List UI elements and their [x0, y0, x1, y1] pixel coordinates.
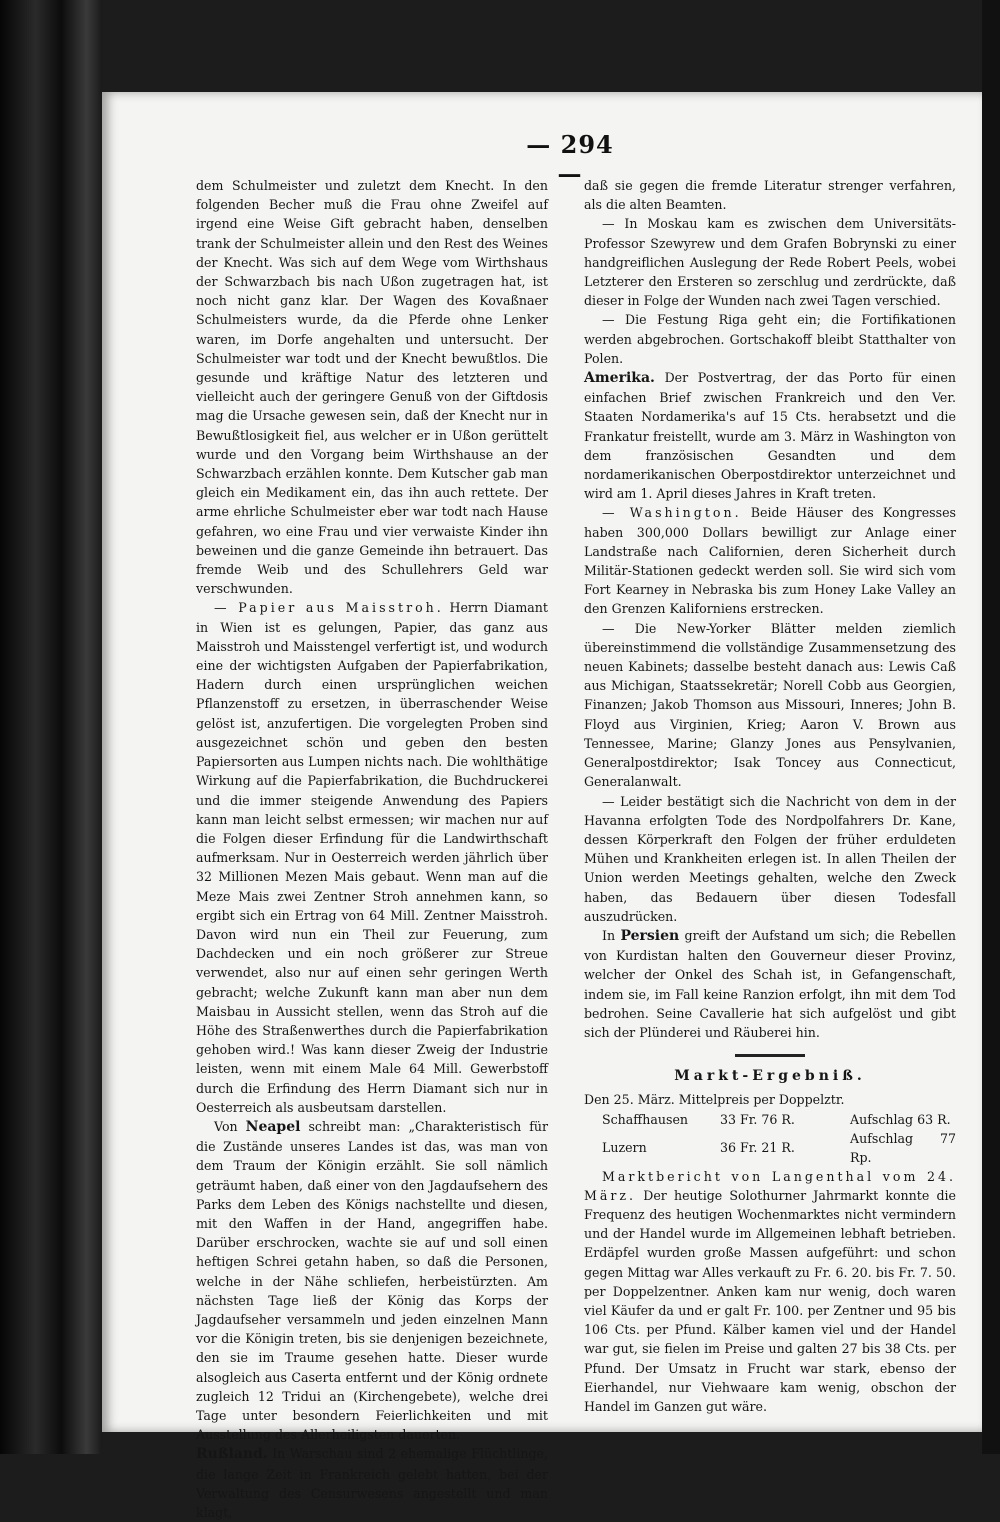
article-body: greift der Aufstand um sich; die Rebellen von Kurdistan halten den Gouverneur dieser Provinz, welcher der Onkel des Schah ist, in Gefangenschaft, indem sie, im Fall keine Ranzion erfolgt, ihn mit dem Tod bedrohen. Seine Cavallerie hat sich aufgelöst und gibt sich der Plünderei und Räuberei hin.	[584, 927, 956, 1040]
article-cabinet: — Die New-Yorker Blätter melden ziemlich übereinstimmend die vollständige Zusammensetzung des neuen Kabinets; dasselbe besteht danach aus: Lewis Caß aus Michigan, Staatssekretär; Norell Cobb aus Georgien, Finanzen; Jakob Thomson aus Missouri, Inneres; John B. Floyd aus Virginien, Krieg; Aaron V. Brown aus Tennessee, Marine; Glanzy Jones aus Pensylvanien, Generalpostdirektor; Isak Toncey aus Connecticut, Generalanwalt.	[584, 620, 956, 790]
article-washington	[584, 503, 956, 618]
article-body: Beide Häuser des Kongresses haben 300,000 Dollars bewilligt zur Anlage einer Landstraße nach Californien, deren Sicherheit durch Militär-Stationen gedeckt werden soll. Sie wird sich vom Fort Kearney in Nebraska bis zum Honey Lake Valley an den Grenzen Kaliforniens erstrecken.	[584, 505, 956, 617]
article-body: In Warschau sind 2 ehemalige Flüchtlinge, die lange Zeit in Frankreich gelebt hatten, bei der Verwaltung des Censurwesens angestellt und man klagt,	[196, 1446, 548, 1521]
market-report-title: Marktbericht von Langenthal vom 24. März.	[584, 1168, 956, 1203]
table-row	[584, 1110, 956, 1129]
market-place: Luzern	[602, 1140, 647, 1156]
article-persia	[584, 926, 956, 1042]
article-russia	[196, 1444, 548, 1522]
lead-word: In	[602, 927, 616, 943]
market-price: 36 Fr. 21 R.	[720, 1140, 795, 1156]
market-title: Markt-Ergebniß.	[674, 1068, 866, 1085]
article-kane: — Leider bestätigt sich die Nachricht von dem in der Havanna erfolgten Tode des Nordpolfahrers Dr. Kane, dessen Körperkraft den Folgen der früher erduldeten Mühen und Krankheiten erlegen ist. In allen Theilen der Union werden Meetings gehalten, welche den Zweck haben, das Bedauern über diesen Todesfall auszudrücken.	[584, 793, 956, 924]
market-report	[584, 1167, 956, 1417]
article-title: — Papier aus Maisstroh.	[214, 600, 444, 616]
table-row	[584, 1129, 956, 1167]
article-moscow: — In Moskau kam es zwischen dem Universitäts-Professor Szewyrew und dem Grafen Bobrynski zu einer handgreiflichen Auslegung der Rede Robert Peels, wobei Letzterer den Ersteren so zerschlug und zerdrückte, daß dieser in Folge der Wunden nach zwei Tagen verschied.	[584, 216, 956, 309]
article-body: Der Postvertrag, der das Porto für einen einfachen Brief zwischen Frankreich und den Ver. Staaten Nordamerika's auf 15 Cts. herabsetzt und die Frankatur freistellt, wurde am 3. März in Washington von dem französischen Gesandten und dem nordamerikanischen Oberpostdirektor unterzeichnet und wird am 1. April dieses Jahres in Kraft treten.	[584, 370, 956, 502]
article-naples	[196, 1117, 548, 1444]
scan-edge	[982, 0, 1000, 1454]
market-change: Aufschlag 63 R.	[850, 1111, 951, 1127]
article-body: schreibt man: „Charakteristisch für die Zustände unseres Landes ist das, was man von dem Traum der Königin erzählt. Sie soll nämlich geträumt haben, daß einer von den Jagdaufsehern des Parks dem Leben des Königs nachstellte und diesen, mit den Waffen in der Hand, angegriffen habe. Darüber erschrocken, wachte sie auf und soll einen heftigen Schrei getahn haben, so daß die Personen, welche in der Nähe schliefen, herbeistürzten. Am nächsten Tage ließ der König das Korps der Jagdaufseher versammeln und jeden einzelnen Mann vor die Königin treten, bis sie denjenigen bezeichnete, den sie im Traume gesehen hatte. Dieser wurde alsogleich aus Caserta entfernt und der König ordnete zugleich 12 Tridui an (Kirchengebete), welche drei Tage unter besondern Feierlichkeiten und mit Ausstellung des Allerheiligsten dauerten.	[196, 1118, 548, 1443]
market-report-body: Der heutige Solothurner Jahrmarkt konnte die Frequenz des heutigen Wochenmarktes nicht vermindern und der Handel wurde im Allgemeinen lebhaft betrieben. Erdäpfel wurden große Massen aufgeführt: und schon gegen Mittag war Alles verkauft zu Fr. 6. 20. bis Fr. 7. 50. per Doppelzentner. Anken kam nur wenig, doch waren viel Käufer da und er galt Fr. 100. per Zentner und 95 bis 106 Cts. per Pfund. Kälber kamen viel und der Handel war gut, sie fielen im Preise und galten 27 bis 38 Cts. per Pfund. Der Umsatz in Frucht war stark, ebenso der Eierhandel, nur Viehwaare kam wenig, obschon der Handel im Ganzen gut wäre.	[584, 1187, 956, 1414]
article-america	[584, 368, 956, 503]
article-continuation: daß sie gegen die fremde Literatur strenger verfahren, als die alten Beamten.	[584, 178, 956, 213]
section-heading-america: Amerika.	[584, 370, 655, 387]
page-number: — 294 —	[526, 130, 614, 188]
section-heading-russia: Rußland.	[196, 1446, 268, 1463]
market-price-table	[584, 1110, 956, 1167]
article-paper-from-corn-straw	[196, 598, 548, 1116]
article-body: Herrn Diamant in Wien ist es gelungen, Papier, das ganz aus Maisstroh und Maisstengel verfertigt ist, und wodurch eine der wichtigsten Aufgaben der Papierfabrikation, Hadern durch einen ursprünglichen weichen Pflanzenstoff zu ersetzen, in überraschender Weise gelöst ist, anzufertigen. Die vorgelegten Proben sind ausgezeichnet schön und geben den besten Papiersorten aus Lumpen nichts nach. Die wohlthätige Wirkung auf die Papierfabrikation, die Buchdruckerei und die immer steigende Anwendung des Papiers kann man leicht selbst ermessen; wir machen nur auf die Folgen dieser Erfindung für die Landwirthschaft aufmerksam. Nur in Oesterreich werden jährlich über 32 Millionen Mezen Mais gebaut. Wenn man auf die Meze Mais zwei Zentner Stroh annehmen kann, so ergibt sich ein Ertrag von 64 Mill. Zentner Maisstroh. Davon wird nun ein Theil zur Feuerung, zum Dachdecken und ein noch größerer zur Streue verwendet, also nur auf einen sehr geringen Werth gebracht; welche Zukunft kann man aber nun dem Maisbau in Aussicht stellen, wenn das Stroh auf die Höhe des Straßenwerthes durch die Papierfabrikation gehoben wird.! Was kann dieser Zweig der Industrie leisten, wenn mit einem Male 64 Mill. Gewerbstoff durch die Erfindung des Herrn Diamant sich nur in Oesterreich als ausbeutsam darstellen.	[196, 600, 548, 1115]
market-change: Aufschlag 77 Rp.	[850, 1130, 956, 1165]
article-title: — Washington.	[602, 505, 742, 521]
market-place: Schaffhausen	[602, 1111, 689, 1127]
section-divider	[735, 1054, 805, 1057]
section-heading-persia: Persien	[620, 927, 680, 944]
market-date: Den 25. März. Mittelpreis per Doppelztr.	[584, 1092, 845, 1108]
section-heading-naples: Neapel	[245, 1118, 301, 1135]
article-riga: — Die Festung Riga geht ein; die Fortifikationen werden abgebrochen. Gortschakoff bleibt Statthalter von Polen.	[584, 312, 956, 366]
lead-word: Von	[214, 1118, 238, 1134]
article-continuation: dem Schulmeister und zuletzt dem Knecht. In den folgenden Becher muß die Frau ohne Zweifel auf irgend eine Weise Gift gebracht haben, denselben trank der Schulmeister allein und den Rest des Weines der Knecht. Was sich auf dem Wege vom Wirthshaus der Schwarzbach bis nach Ußon zugetragen hat, ist noch nicht ganz klar. Der Wagen des Kovaßnaer Schulmeisters wurde, da die Pferde ohne Lenker waren, im Dorfe angehalten und untersucht. Der Schulmeister war todt und der Knecht bewußtlos. Die gesunde und kräftige Natur des letzteren und vielleicht auch der geringere Genuß von der Giftdosis mag die Ursache gewesen sein, daß der Knecht nur in Bewußtlosigkeit fiel, aus welcher er in Ußon gerüttelt wurde und den Vorgang beim Wirthshause an der Schwarzbach erzählen konnte. Dem Kutscher gab man gleich ein Medikament ein, das ihn auch rettete. Der arme ehrliche Schulmeister eber war todt nach Hause gefahren, wo eine Frau und vier verwaiste Kinder ihn beweinen und die ganze Gemeinde ihn betrauert. Das fremde Weib und des Schullehrers Geld war verschwunden.	[196, 178, 548, 597]
book-spine	[0, 0, 102, 1454]
left-column	[196, 176, 548, 1522]
market-price: 33 Fr. 76 R.	[720, 1111, 795, 1127]
right-column	[584, 176, 956, 1416]
